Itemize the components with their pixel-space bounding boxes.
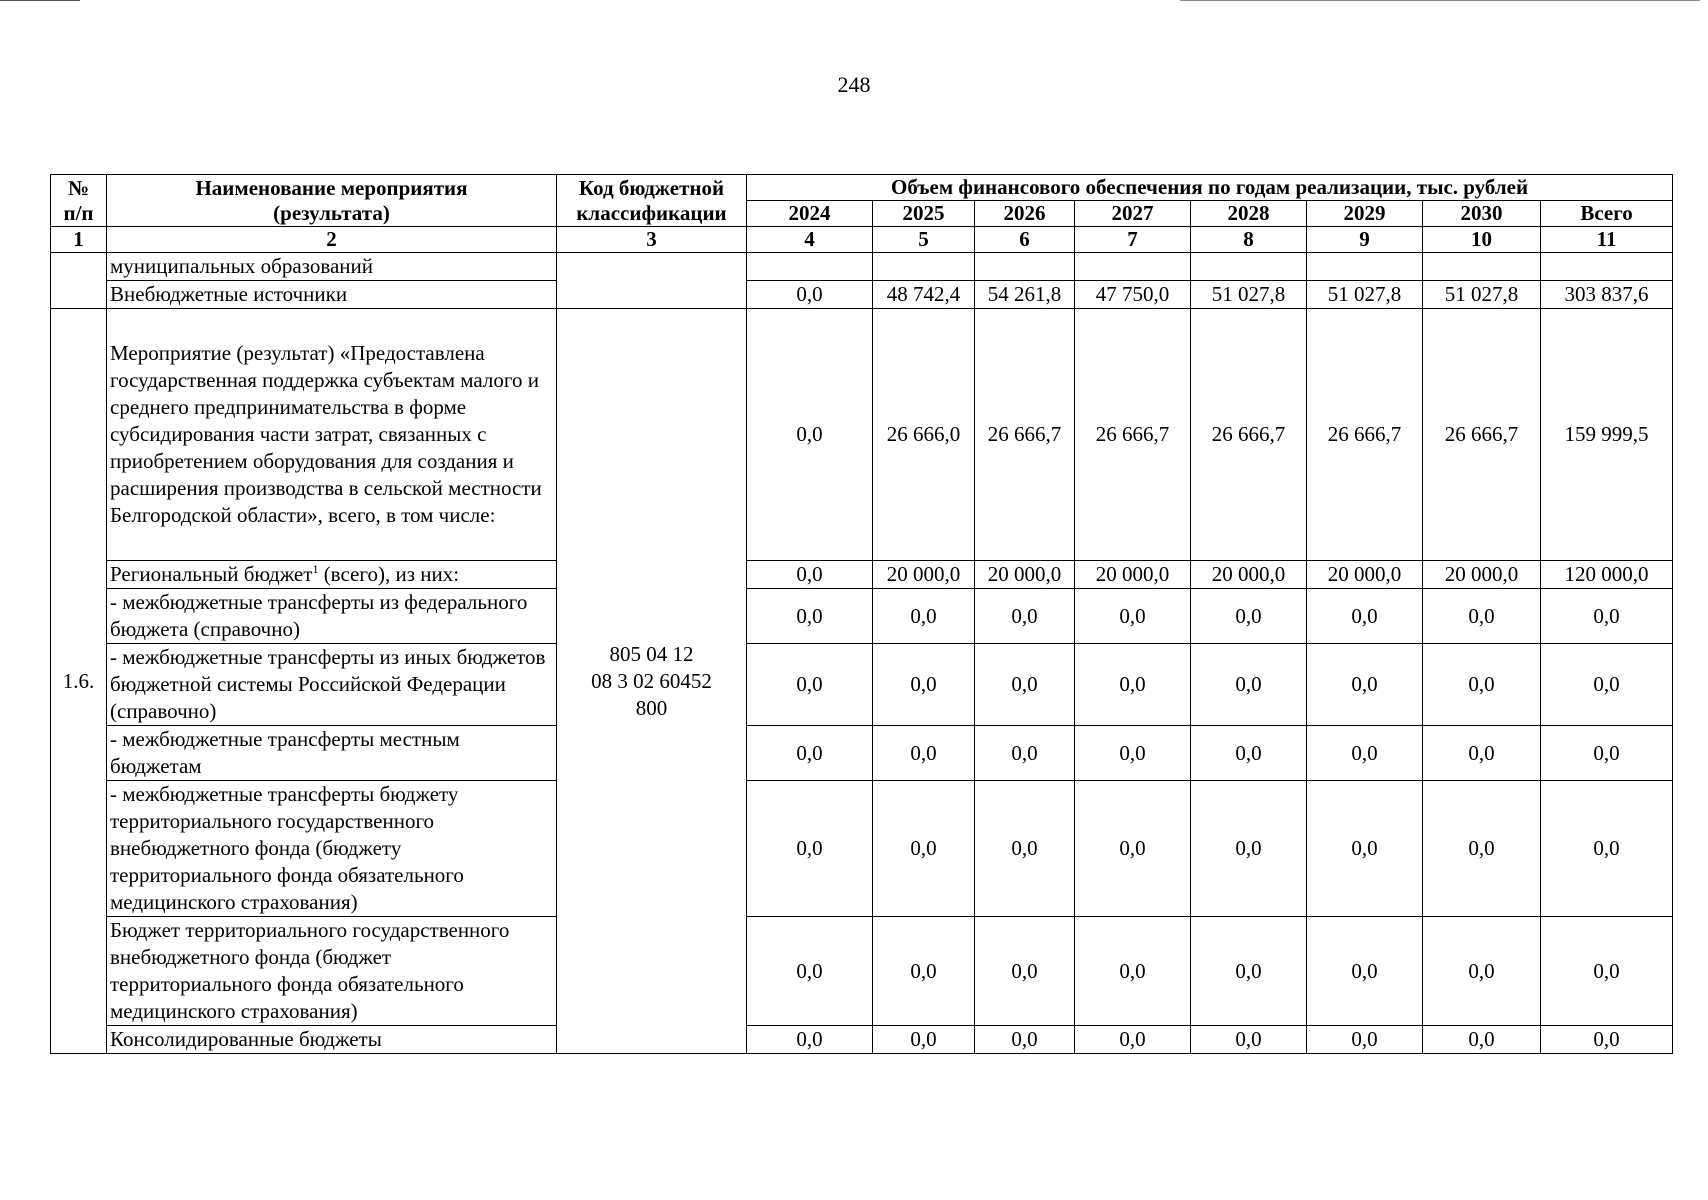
- value-cell: 0,0: [873, 1026, 975, 1054]
- value-cell: 51 027,8: [1307, 281, 1423, 309]
- row-name: Консолидированные бюджеты: [107, 1026, 557, 1054]
- top-rule-left: [0, 0, 80, 1]
- value-cell: 0,0: [975, 1026, 1075, 1054]
- value-cell: 159 999,5: [1541, 309, 1673, 561]
- row-name: муниципальных образований: [107, 253, 557, 281]
- row-name: Мероприятие (результат) «Предоставлена государственная поддержка субъектам малого и среднего предпринимательства в форме субсидирования части затрат, связанных с приобретением оборудования для создания и расширения производства в сельской местности Белгородской области», всего, в том числе:: [107, 309, 557, 561]
- value-cell: 0,0: [1423, 726, 1541, 781]
- header-year: 2030: [1423, 201, 1541, 227]
- table-row: [51, 1026, 1673, 1054]
- value-cell: 26 666,0: [873, 309, 975, 561]
- value-cell: 0,0: [747, 589, 873, 644]
- value-cell: 0,0: [873, 726, 975, 781]
- value-cell: [1075, 253, 1191, 281]
- value-cell: [873, 253, 975, 281]
- row-name-tail: (всего), из них:: [318, 562, 460, 586]
- header-name-line2: (результата): [273, 200, 390, 225]
- value-cell: 303 837,6: [1541, 281, 1673, 309]
- header-row-col-numbers: [51, 227, 1673, 253]
- table-header: [51, 175, 1673, 253]
- value-cell: 20 000,0: [873, 561, 975, 589]
- value-cell: 0,0: [1075, 644, 1191, 726]
- value-cell: 0,0: [747, 917, 873, 1026]
- table-row: [51, 917, 1673, 1026]
- table-row: [51, 309, 1673, 561]
- col-number: 10: [1423, 227, 1541, 253]
- value-cell: 26 666,7: [1075, 309, 1191, 561]
- value-cell: 20 000,0: [1075, 561, 1191, 589]
- value-cell: 0,0: [747, 644, 873, 726]
- value-cell: 0,0: [1075, 781, 1191, 917]
- col-number: 4: [747, 227, 873, 253]
- financing-table: [50, 174, 1673, 1054]
- value-cell: 20 000,0: [975, 561, 1075, 589]
- col-number: 8: [1191, 227, 1307, 253]
- value-cell: 0,0: [1307, 917, 1423, 1026]
- value-cell: 0,0: [1307, 589, 1423, 644]
- row-name: Бюджет территориального государственного внебюджетного фонда (бюджет территориального фонда обязательного медицинского страхования): [107, 917, 557, 1026]
- header-year: 2028: [1191, 201, 1307, 227]
- header-name-line1: Наименование мероприятия: [195, 175, 468, 200]
- header-no: [51, 175, 107, 227]
- header-total: Всего: [1541, 201, 1673, 227]
- value-cell: 0,0: [1541, 726, 1673, 781]
- budget-code: [557, 309, 747, 1054]
- col-number: 7: [1075, 227, 1191, 253]
- row-no: 1.6.: [51, 309, 107, 1054]
- col-number: 5: [873, 227, 975, 253]
- header-year: 2025: [873, 201, 975, 227]
- value-cell: 120 000,0: [1541, 561, 1673, 589]
- value-cell: [747, 253, 873, 281]
- value-cell: 20 000,0: [1191, 561, 1307, 589]
- value-cell: [975, 253, 1075, 281]
- row-name: - межбюджетные трансферты из федерального бюджета (справочно): [107, 589, 557, 644]
- table-row: [51, 281, 1673, 309]
- header-no-line2: п/п: [63, 200, 94, 225]
- value-cell: 0,0: [1191, 781, 1307, 917]
- header-code-line2: классификации: [576, 200, 727, 225]
- footnote-mark: 1: [312, 562, 319, 576]
- header-no-line1: №: [67, 175, 90, 200]
- table-row: [51, 781, 1673, 917]
- value-cell: 0,0: [1191, 589, 1307, 644]
- value-cell: 0,0: [1541, 644, 1673, 726]
- table-row: [51, 589, 1673, 644]
- value-cell: 0,0: [1191, 644, 1307, 726]
- header-code: [557, 175, 747, 227]
- row-code-cell: [557, 253, 747, 309]
- value-cell: 0,0: [1423, 644, 1541, 726]
- value-cell: 0,0: [975, 589, 1075, 644]
- value-cell: [1541, 253, 1673, 281]
- header-year: 2026: [975, 201, 1075, 227]
- header-year: 2024: [747, 201, 873, 227]
- col-number: 11: [1541, 227, 1673, 253]
- value-cell: 0,0: [873, 781, 975, 917]
- row-name: [107, 561, 557, 589]
- value-cell: 26 666,7: [1191, 309, 1307, 561]
- row-no-cell: [51, 253, 107, 309]
- row-name-text: Региональный бюджет: [110, 562, 313, 586]
- value-cell: 0,0: [1075, 726, 1191, 781]
- value-cell: [1307, 253, 1423, 281]
- value-cell: 0,0: [1075, 1026, 1191, 1054]
- value-cell: 20 000,0: [1423, 561, 1541, 589]
- value-cell: 0,0: [873, 589, 975, 644]
- value-cell: 0,0: [1541, 1026, 1673, 1054]
- header-code-line1: Код бюджетной: [578, 175, 725, 200]
- col-number: 2: [107, 227, 557, 253]
- budget-code-line: 805 04 12: [609, 641, 694, 666]
- value-cell: 0,0: [747, 781, 873, 917]
- value-cell: 0,0: [1541, 781, 1673, 917]
- row-name: Внебюджетные источники: [107, 281, 557, 309]
- header-year: 2029: [1307, 201, 1423, 227]
- value-cell: 0,0: [1541, 917, 1673, 1026]
- value-cell: 0,0: [975, 917, 1075, 1026]
- value-cell: 0,0: [1423, 589, 1541, 644]
- value-cell: 0,0: [1307, 781, 1423, 917]
- table-row: [51, 726, 1673, 781]
- value-cell: [1423, 253, 1541, 281]
- value-cell: 0,0: [747, 726, 873, 781]
- value-cell: 54 261,8: [975, 281, 1075, 309]
- value-cell: 0,0: [1075, 917, 1191, 1026]
- col-number: 9: [1307, 227, 1423, 253]
- value-cell: 0,0: [1423, 1026, 1541, 1054]
- value-cell: 0,0: [1307, 1026, 1423, 1054]
- value-cell: 0,0: [975, 726, 1075, 781]
- value-cell: 0,0: [747, 309, 873, 561]
- value-cell: 51 027,8: [1191, 281, 1307, 309]
- row-name: - межбюджетные трансферты бюджету территориального государственного внебюджетного фонда (бюджету территориального фонда обязательного медицинского страхования): [107, 781, 557, 917]
- value-cell: 0,0: [747, 281, 873, 309]
- value-cell: 0,0: [1191, 917, 1307, 1026]
- value-cell: 0,0: [975, 644, 1075, 726]
- col-number: 3: [557, 227, 747, 253]
- top-rule-right: [1180, 0, 1700, 1]
- value-cell: 47 750,0: [1075, 281, 1191, 309]
- value-cell: 0,0: [1075, 589, 1191, 644]
- value-cell: 0,0: [747, 1026, 873, 1054]
- value-cell: 0,0: [747, 561, 873, 589]
- value-cell: 51 027,8: [1423, 281, 1541, 309]
- value-cell: 26 666,7: [975, 309, 1075, 561]
- value-cell: 0,0: [1423, 917, 1541, 1026]
- table-body: [51, 253, 1673, 1054]
- value-cell: 0,0: [1307, 726, 1423, 781]
- value-cell: 0,0: [873, 644, 975, 726]
- value-cell: 26 666,7: [1423, 309, 1541, 561]
- table-row: [51, 561, 1673, 589]
- col-number: 1: [51, 227, 107, 253]
- value-cell: 0,0: [873, 917, 975, 1026]
- table-row: [51, 253, 1673, 281]
- value-cell: 0,0: [1307, 644, 1423, 726]
- header-name: [107, 175, 557, 227]
- row-name: - межбюджетные трансферты из иных бюджетов бюджетной системы Российской Федерации (справочно): [107, 644, 557, 726]
- value-cell: 48 742,4: [873, 281, 975, 309]
- value-cell: 0,0: [1423, 781, 1541, 917]
- value-cell: 0,0: [975, 781, 1075, 917]
- row-name: - межбюджетные трансферты местным бюджетам: [107, 726, 557, 781]
- budget-code-line: 800: [635, 695, 668, 720]
- header-volume: Объем финансового обеспечения по годам реализации, тыс. рублей: [747, 175, 1673, 201]
- value-cell: 26 666,7: [1307, 309, 1423, 561]
- page-number: 248: [837, 72, 871, 97]
- budget-code-line: 08 3 02 60452: [591, 668, 712, 693]
- value-cell: [1191, 253, 1307, 281]
- value-cell: 20 000,0: [1307, 561, 1423, 589]
- col-number: 6: [975, 227, 1075, 253]
- header-year: 2027: [1075, 201, 1191, 227]
- value-cell: 0,0: [1541, 589, 1673, 644]
- table-row: [51, 644, 1673, 726]
- value-cell: 0,0: [1191, 726, 1307, 781]
- header-row-1: [51, 175, 1673, 201]
- value-cell: 0,0: [1191, 1026, 1307, 1054]
